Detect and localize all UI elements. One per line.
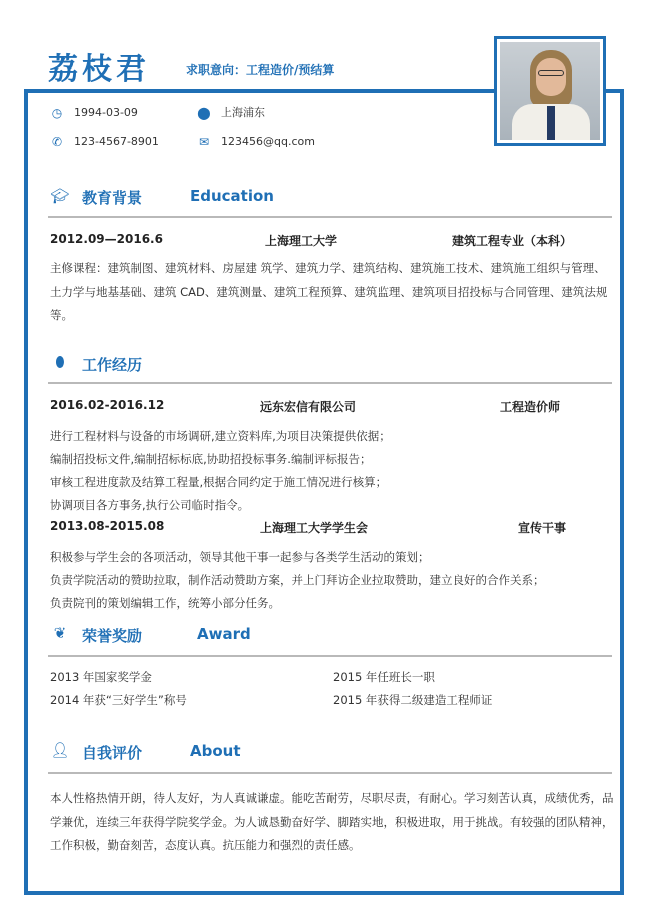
job-duty: 进行工程材料与设备的市场调研,建立资料库,为项目决策提供依据；: [50, 429, 391, 443]
candidate-name: 荔枝君: [48, 52, 150, 87]
job-company: 上海理工大学学生会: [260, 521, 369, 535]
section-divider: [48, 382, 612, 384]
job-duty: 负责学院活动的赞助拉取，制作活动赞助方案，并上门拜访企业拉取赞助，建立良好的合作关系；: [50, 573, 545, 587]
job-intent: 求职意向：工程造价/预结算: [186, 63, 335, 77]
award-item: 2015 年获得二级建造工程师证: [333, 693, 493, 707]
profile-photo: [494, 36, 606, 146]
about-title: 自我评价: [82, 744, 143, 762]
section-divider: [48, 772, 612, 774]
job-role: 宣传干事: [518, 521, 567, 535]
education-school: 上海理工大学: [265, 234, 338, 248]
education-period: 2012.09—2016.6: [50, 232, 163, 246]
award-item: 2014 年获“三好学生”称号: [50, 693, 187, 707]
education-major: 建筑工程专业（本科）: [452, 234, 573, 248]
person-icon: 👤︎: [50, 741, 70, 759]
location-pin-icon: ⬤: [197, 106, 211, 120]
job-duty: 积极参与学生会的各项活动，领导其他干事一起参与各类学生活动的策划；: [50, 550, 430, 564]
education-title: 教育背景: [82, 189, 143, 207]
job-period: 2016.02-2016.12: [50, 398, 165, 412]
about-text: 本人性格热情开朗，待人友好，为人真诚谦虚。能吃苦耐劳，尽职尽责，有耐心。学习刻苦认真，成绩优秀，品学兼优，连续三年获得学院奖学金。为人诚恳勤奋好学、脚踏实地，积极进取，用于挑战。有较强的团队精神，工作积极，勤奋刻苦，态度认真。抗压能力和强烈的责任感。: [50, 791, 614, 852]
job-period: 2013.08-2015.08: [50, 519, 165, 533]
leaf-icon: ❦: [53, 624, 67, 642]
education-title-en: Education: [190, 187, 274, 205]
email-icon: ✉: [198, 135, 210, 149]
section-divider: [48, 655, 612, 657]
resume-border: [24, 89, 624, 895]
award-item: 2013 年国家奖学金: [50, 670, 152, 684]
job-duty: 审核工程进度款及结算工程量,根据合同约定于施工情况进行核算；: [50, 475, 388, 489]
education-courses: 主修课程：建筑制图、建筑材料、房屋建 筑学、建筑力学、建筑结构、建筑施工技术、建筑施工组织与管理、土力学与地基基础、建筑 CAD、建筑测量、建筑工程预算、建筑监理、建筑项目招投标与合同管理、建筑法规等。: [50, 261, 608, 322]
clock-icon: ◷: [51, 106, 63, 120]
phone-icon: ✆: [51, 135, 63, 149]
award-title-en: Award: [197, 625, 251, 643]
section-divider: [48, 216, 612, 218]
job-duty: 协调项目各方事务,执行公司临时指令。: [50, 498, 250, 512]
job-role: 工程造价师: [500, 400, 561, 414]
award-item: 2015 年任班长一职: [333, 670, 435, 684]
award-title: 荣誉奖励: [82, 627, 143, 645]
mouse-icon: ⬮: [55, 353, 65, 371]
graduation-cap-icon: 🎓︎: [50, 187, 70, 205]
about-title-en: About: [190, 742, 241, 760]
work-title: 工作经历: [82, 356, 143, 374]
job-company: 远东宏信有限公司: [260, 400, 357, 414]
job-duty: 负责院刊的策划编辑工作，统筹小部分任务。: [50, 596, 280, 610]
job-duty: 编制招投标文件,编制招标标底,协助招投标事务.编制评标报告；: [50, 452, 372, 466]
